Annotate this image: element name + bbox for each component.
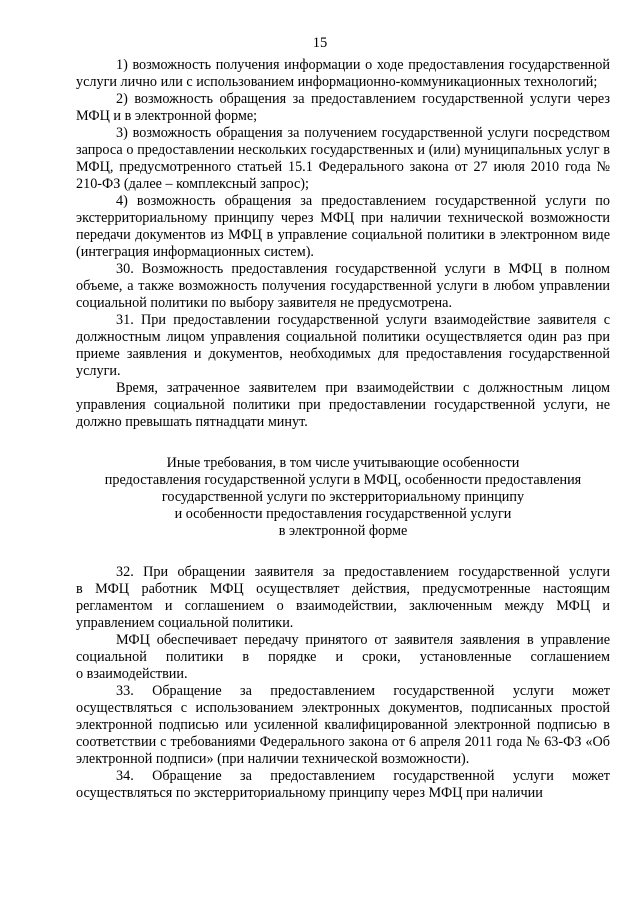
paragraph-item-2: 2) возможность обращения за предоставлением государственной услуги через МФЦ и в электронной форме; (76, 91, 610, 124)
heading-line: предоставления государственной услуги в МФЦ, особенности предоставления (104, 472, 582, 488)
section-heading (76, 455, 610, 540)
paragraph-item-4: 4) возможность обращения за предоставлением государственной услуги по экстерриториальному принципу через МФЦ при наличии технической возможности передачи документов из МФЦ в управление социальной политики в электронном виде (интеграция информационных систем). (76, 193, 610, 260)
document-body (76, 57, 610, 802)
paragraph-31: 31. При предоставлении государственной услуги взаимодействие заявителя с должностным лицом управления социальной политики осуществляется один раз при приеме заявления и документов, необходимых для предоставления государственной услуги. (76, 312, 610, 379)
paragraph-mfc-transfer: МФЦ обеспечивает передачу принятого от заявителя заявления в управление социальной политики в порядке и сроки, установленные соглашением о взаимодействии. (76, 632, 610, 682)
paragraph-32: 32. При обращении заявителя за предоставлением государственной услуги в МФЦ работник МФЦ осуществляет действия, предусмотренные настоящим регламентом и соглашением о взаимодействии, заключенным между МФЦ и управлением социальной политики. (76, 564, 610, 631)
paragraph-30: 30. Возможность предоставления государственной услуги в МФЦ в полном объеме, а также возможность получения государственной услуги в любом управлении социальной политики по выбору заявителя не предусмотрена. (76, 261, 610, 311)
paragraph-item-3: 3) возможность обращения за получением государственной услуги посредством запроса о предоставлении нескольких государственных и (или) муниципальных услуг в МФЦ, предусмотренного статьей 15.1 Федерального закона от 27 июля 2010 года № 210-ФЗ (далее – комплексный запрос); (76, 125, 610, 192)
paragraph-time-limit: Время, затраченное заявителем при взаимодействии с должностным лицом управления социальной политики при предоставлении государственной услуги, не должно превышать пятнадцати минут. (76, 380, 610, 430)
paragraph-33: 33. Обращение за предоставлением государственной услуги может осуществляться с использованием электронных документов, подписанных простой электронной подписью или усиленной квалифицированной электронной подписью в соответствии с требованиями Федерального закона от 6 апреля 2011 года № 63-ФЗ «Об электронной подписи» (при наличии технической возможности). (76, 683, 610, 767)
page-number: 15 (312, 35, 328, 51)
paragraph-34: 34. Обращение за предоставлением государственной услуги может осуществляться по экстерриториальному принципу через МФЦ при наличии (76, 768, 610, 801)
heading-line: государственной услуги по экстерриториальному принципу (161, 489, 525, 505)
heading-line: Иные требования, в том числе учитывающие особенности (166, 455, 520, 471)
heading-line: в электронной форме (278, 523, 408, 539)
paragraph-item-1: 1) возможность получения информации о ходе предоставления государственной услуги лично или с использованием информационно-коммуникационных технологий; (76, 57, 610, 90)
heading-line: и особенности предоставления государственной услуги (174, 506, 512, 522)
